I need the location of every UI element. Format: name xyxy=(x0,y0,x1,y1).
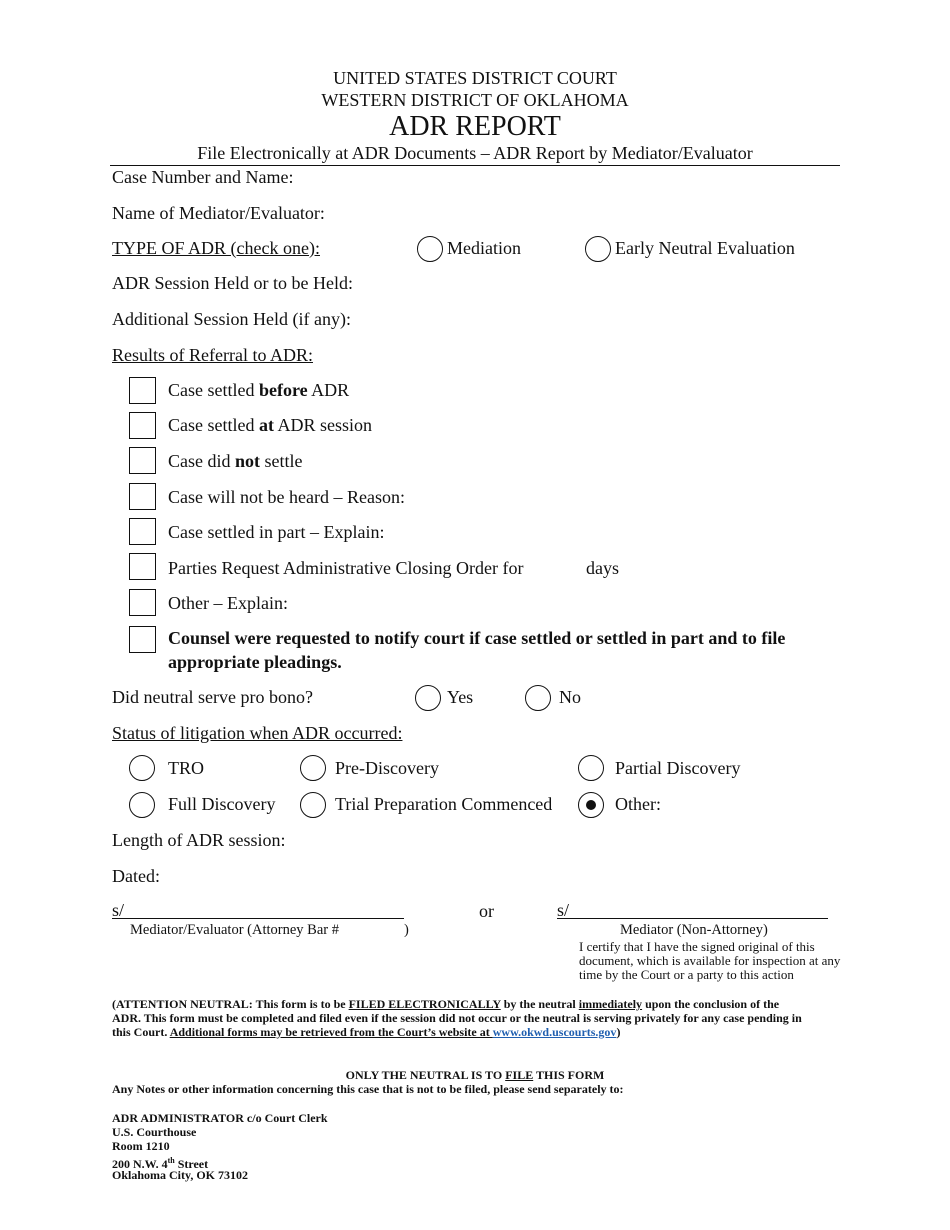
adr-type-label: TYPE OF ADR (check one): xyxy=(112,238,320,258)
status-label: Status of litigation when ADR occurred: xyxy=(112,723,403,743)
attorney-caption: Mediator/Evaluator (Attorney Bar # xyxy=(130,922,339,938)
status-pre-discovery-radio[interactable] xyxy=(300,755,326,781)
status-full-discovery-label: Full Discovery xyxy=(168,794,276,814)
case-number-label: Case Number and Name: xyxy=(112,167,294,187)
pro-bono-no-radio[interactable] xyxy=(525,685,551,711)
notes-instruction: Any Notes or other information concerning this case that is not to be filed, please send separately to: xyxy=(112,1082,624,1096)
pro-bono-no-label: No xyxy=(559,687,581,707)
only-neutral-notice: ONLY THE NEUTRAL IS TO FILE THIS FORM xyxy=(345,1068,605,1082)
pro-bono-yes-label: Yes xyxy=(447,687,474,707)
result-not-heard-label: Case will not be heard – Reason: xyxy=(168,487,405,507)
checkbox-counsel-notify[interactable] xyxy=(129,626,156,653)
checkbox-settled-in-part[interactable] xyxy=(129,518,156,545)
court-name-line1: UNITED STATES DISTRICT COURT xyxy=(333,68,617,88)
pro-bono-yes-radio[interactable] xyxy=(415,685,441,711)
attorney-signature-prefix: s/ xyxy=(112,900,125,920)
certification-line1: I certify that I have the signed original of this xyxy=(579,939,815,954)
page-title: ADR REPORT xyxy=(389,111,561,142)
results-label: Results of Referral to ADR: xyxy=(112,345,313,365)
checkbox-not-heard[interactable] xyxy=(129,483,156,510)
court-name-line2: WESTERN DISTRICT OF OKLAHOMA xyxy=(321,90,629,110)
non-attorney-signature-prefix: s/ xyxy=(557,900,570,920)
status-tro-label: TRO xyxy=(168,758,204,778)
early-neutral-evaluation-label: Early Neutral Evaluation xyxy=(615,238,795,258)
status-trial-preparation-label: Trial Preparation Commenced xyxy=(335,794,553,814)
checkbox-not-settle[interactable] xyxy=(129,447,156,474)
status-partial-discovery-label: Partial Discovery xyxy=(615,758,741,778)
address-line4: 200 N.W. 4th Street xyxy=(112,1156,209,1171)
attention-line3: this Court. Additional forms may be retrieved from the Court’s website at www.okwd.uscourts.gov) xyxy=(112,1025,621,1039)
result-closing-order-label: Parties Request Administrative Closing Order for xyxy=(168,558,524,578)
mediation-radio[interactable] xyxy=(417,236,443,262)
early-neutral-evaluation-radio[interactable] xyxy=(585,236,611,262)
status-tro-radio[interactable] xyxy=(129,755,155,781)
mediation-label: Mediation xyxy=(447,238,521,258)
status-trial-preparation-radio[interactable] xyxy=(300,792,326,818)
result-settled-in-part-label: Case settled in part – Explain: xyxy=(168,522,385,542)
checkbox-closing-order[interactable] xyxy=(129,553,156,580)
attorney-signature-line[interactable] xyxy=(112,918,404,919)
certification-line3: time by the Court or a party to this action xyxy=(579,967,794,982)
counsel-notify-line2: appropriate pleadings. xyxy=(168,652,342,672)
signature-or: or xyxy=(479,901,494,921)
non-attorney-signature-line[interactable] xyxy=(557,918,828,919)
length-label: Length of ADR session: xyxy=(112,830,286,850)
attention-line2: ADR. This form must be completed and filed even if the session did not occur or the neutral is serving privately for any case pending in xyxy=(112,1011,802,1025)
header-divider xyxy=(110,165,840,166)
session-held-label: ADR Session Held or to be Held: xyxy=(112,273,353,293)
dated-label: Dated: xyxy=(112,866,160,886)
status-other-radio[interactable] xyxy=(578,792,604,818)
closing-order-days-label: days xyxy=(586,558,619,578)
non-attorney-caption: Mediator (Non-Attorney) xyxy=(620,922,768,938)
result-not-settle-label: Case did not settle xyxy=(168,451,303,471)
address-line3: Room 1210 xyxy=(112,1139,170,1153)
counsel-notify-line1: Counsel were requested to notify court if case settled or settled in part and to file xyxy=(168,628,786,648)
checkbox-settled-at[interactable] xyxy=(129,412,156,439)
result-settled-at-label: Case settled at ADR session xyxy=(168,415,372,435)
mediator-name-label: Name of Mediator/Evaluator: xyxy=(112,203,325,223)
address-line5: Oklahoma City, OK 73102 xyxy=(112,1168,249,1182)
result-other-explain-label: Other – Explain: xyxy=(168,593,288,613)
certification-line2: document, which is available for inspection at any xyxy=(579,953,841,968)
attorney-caption-close: ) xyxy=(404,922,409,938)
court-website-link[interactable]: www.okwd.uscourts.gov xyxy=(492,1025,617,1039)
page-subtitle: File Electronically at ADR Documents – ADR Report by Mediator/Evaluator xyxy=(197,143,753,163)
attention-line1: (ATTENTION NEUTRAL: This form is to be FILED ELECTRONICALLY by the neutral immediately upon the conclusion of the xyxy=(112,997,780,1011)
pro-bono-label: Did neutral serve pro bono? xyxy=(112,687,313,707)
additional-session-label: Additional Session Held (if any): xyxy=(112,309,351,329)
status-partial-discovery-radio[interactable] xyxy=(578,755,604,781)
checkbox-other-explain[interactable] xyxy=(129,589,156,616)
status-other-label: Other: xyxy=(615,794,661,814)
address-line2: U.S. Courthouse xyxy=(112,1125,197,1139)
address-line1: ADR ADMINISTRATOR c/o Court Clerk xyxy=(112,1111,328,1125)
checkbox-settled-before[interactable] xyxy=(129,377,156,404)
result-settled-before-label: Case settled before ADR xyxy=(168,380,350,400)
status-full-discovery-radio[interactable] xyxy=(129,792,155,818)
status-pre-discovery-label: Pre-Discovery xyxy=(335,758,439,778)
